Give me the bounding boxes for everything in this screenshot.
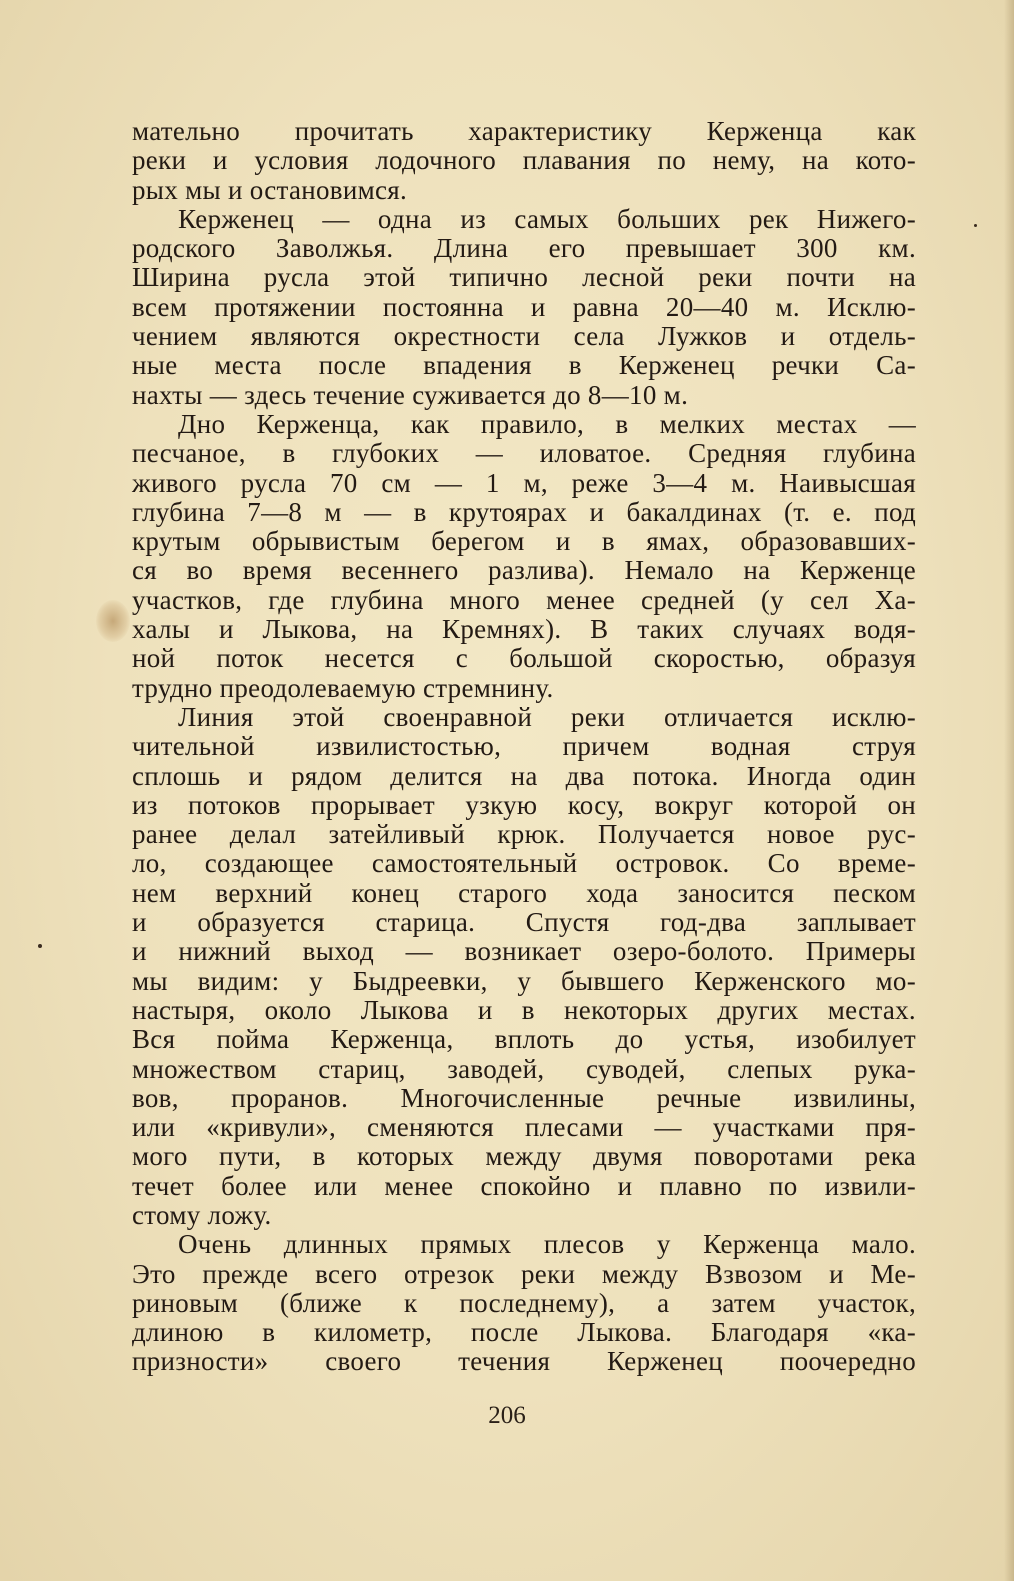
text-line: ло, создающее самостоятельный островок. Со време- — [132, 848, 916, 879]
text-line: ной поток несется с большой скоростью, образуя — [132, 643, 916, 674]
text-line: трудно преодолеваемую стремнину. — [132, 672, 554, 703]
text-line: Дно Керженца, как правило, в мелких местах — — [178, 408, 916, 439]
text-line: сплошь и рядом делится на два потока. Иногда один — [132, 760, 916, 791]
page-number: 206 — [488, 1402, 526, 1429]
text-line: Ширина русла этой типично лесной реки почти на — [132, 262, 916, 293]
text-line: крутым обрывистым берегом и в ямах, образовавших- — [132, 526, 916, 557]
text-line: участков, где глубина много менее средней (у сел Ха- — [132, 584, 916, 615]
text-line: Вся пойма Керженца, вплоть до устья, изобилует — [132, 1024, 916, 1055]
text-line: стому ложу. — [132, 1199, 272, 1230]
text-line: из потоков прорывает узкую косу, вокруг которой он — [132, 789, 916, 820]
text-line: длиною в километр, после Лыкова. Благодаря «ка- — [132, 1317, 916, 1348]
page-edge-shadow — [1004, 0, 1014, 1581]
text-line: песчаное, в глубоких — иловатое. Средняя глубина — [132, 438, 916, 469]
text-line: реки и условия лодочного плавания по нему, на кото- — [132, 145, 916, 176]
text-line: нахты — здесь течение суживается до 8—10 м. — [132, 379, 689, 410]
text-line: халы и Лыкова, на Кремнях). В таких случаях водя- — [132, 614, 916, 645]
text-line: мательно прочитать характеристику Керженца как — [132, 116, 916, 146]
text-line: множеством стариц, заводей, суводей, слепых рука- — [132, 1053, 916, 1084]
text-line: Керженец — одна из самых больших рек Нижего- — [178, 203, 916, 234]
text-line: течет более или менее спокойно и плавно по извили- — [132, 1170, 916, 1201]
text-line: ные места после впадения в Керженец речки Са- — [132, 350, 916, 381]
body-text — [132, 117, 916, 1377]
paper-speck — [974, 224, 977, 227]
text-line: чением являются окрестности села Лужков и отдель- — [132, 321, 916, 352]
text-line: Очень длинных прямых плесов у Керженца мало. — [178, 1229, 916, 1260]
text-line: Линия этой своенравной реки отличается исклю- — [178, 701, 916, 732]
text-line: риновым (ближе к последнему), а затем участок, — [132, 1287, 916, 1318]
text-line: нем верхний конец старого хода заносится песком — [132, 877, 916, 908]
text-line: ранее делал затейливый крюк. Получается новое рус- — [132, 819, 916, 850]
text-line: всем протяжении постоянна и равна 20—40 м. Исклю- — [132, 291, 916, 322]
text-line: глубина 7—8 м — в крутоярах и бакалдинах (т. е. под — [132, 496, 916, 527]
text-line: мы видим: у Быдреевки, у бывшего Керженского мо- — [132, 965, 916, 996]
text-line: ся во время весеннего разлива). Немало на Керженце — [132, 555, 916, 586]
text-line: или «кривули», сменяются плесами — участками пря- — [132, 1112, 916, 1143]
paper-speck — [38, 944, 42, 948]
paper-stain — [96, 600, 130, 642]
text-line: настыря, около Лыкова и в некоторых других местах. — [132, 994, 916, 1025]
text-line: призности» своего течения Керженец поочередно — [132, 1346, 916, 1377]
text-line: и образуется старица. Спустя год-два заплывает — [132, 907, 916, 938]
text-line: вов, проранов. Многочисленные речные извилины, — [132, 1082, 916, 1113]
text-line: родского Заволжья. Длина его превышает 300 км. — [132, 233, 916, 264]
text-line: рых мы и остановимся. — [132, 174, 408, 205]
text-line: Это прежде всего отрезок реки между Взвозом и Ме- — [132, 1258, 916, 1289]
text-line: мого пути, в которых между двумя поворотами река — [132, 1141, 916, 1172]
text-line: чительной извилистостью, причем водная струя — [132, 731, 916, 762]
text-line: живого русла 70 см — 1 м, реже 3—4 м. Наивысшая — [132, 467, 916, 498]
text-line: и нижний выход — возникает озеро-болото. Примеры — [132, 936, 916, 967]
